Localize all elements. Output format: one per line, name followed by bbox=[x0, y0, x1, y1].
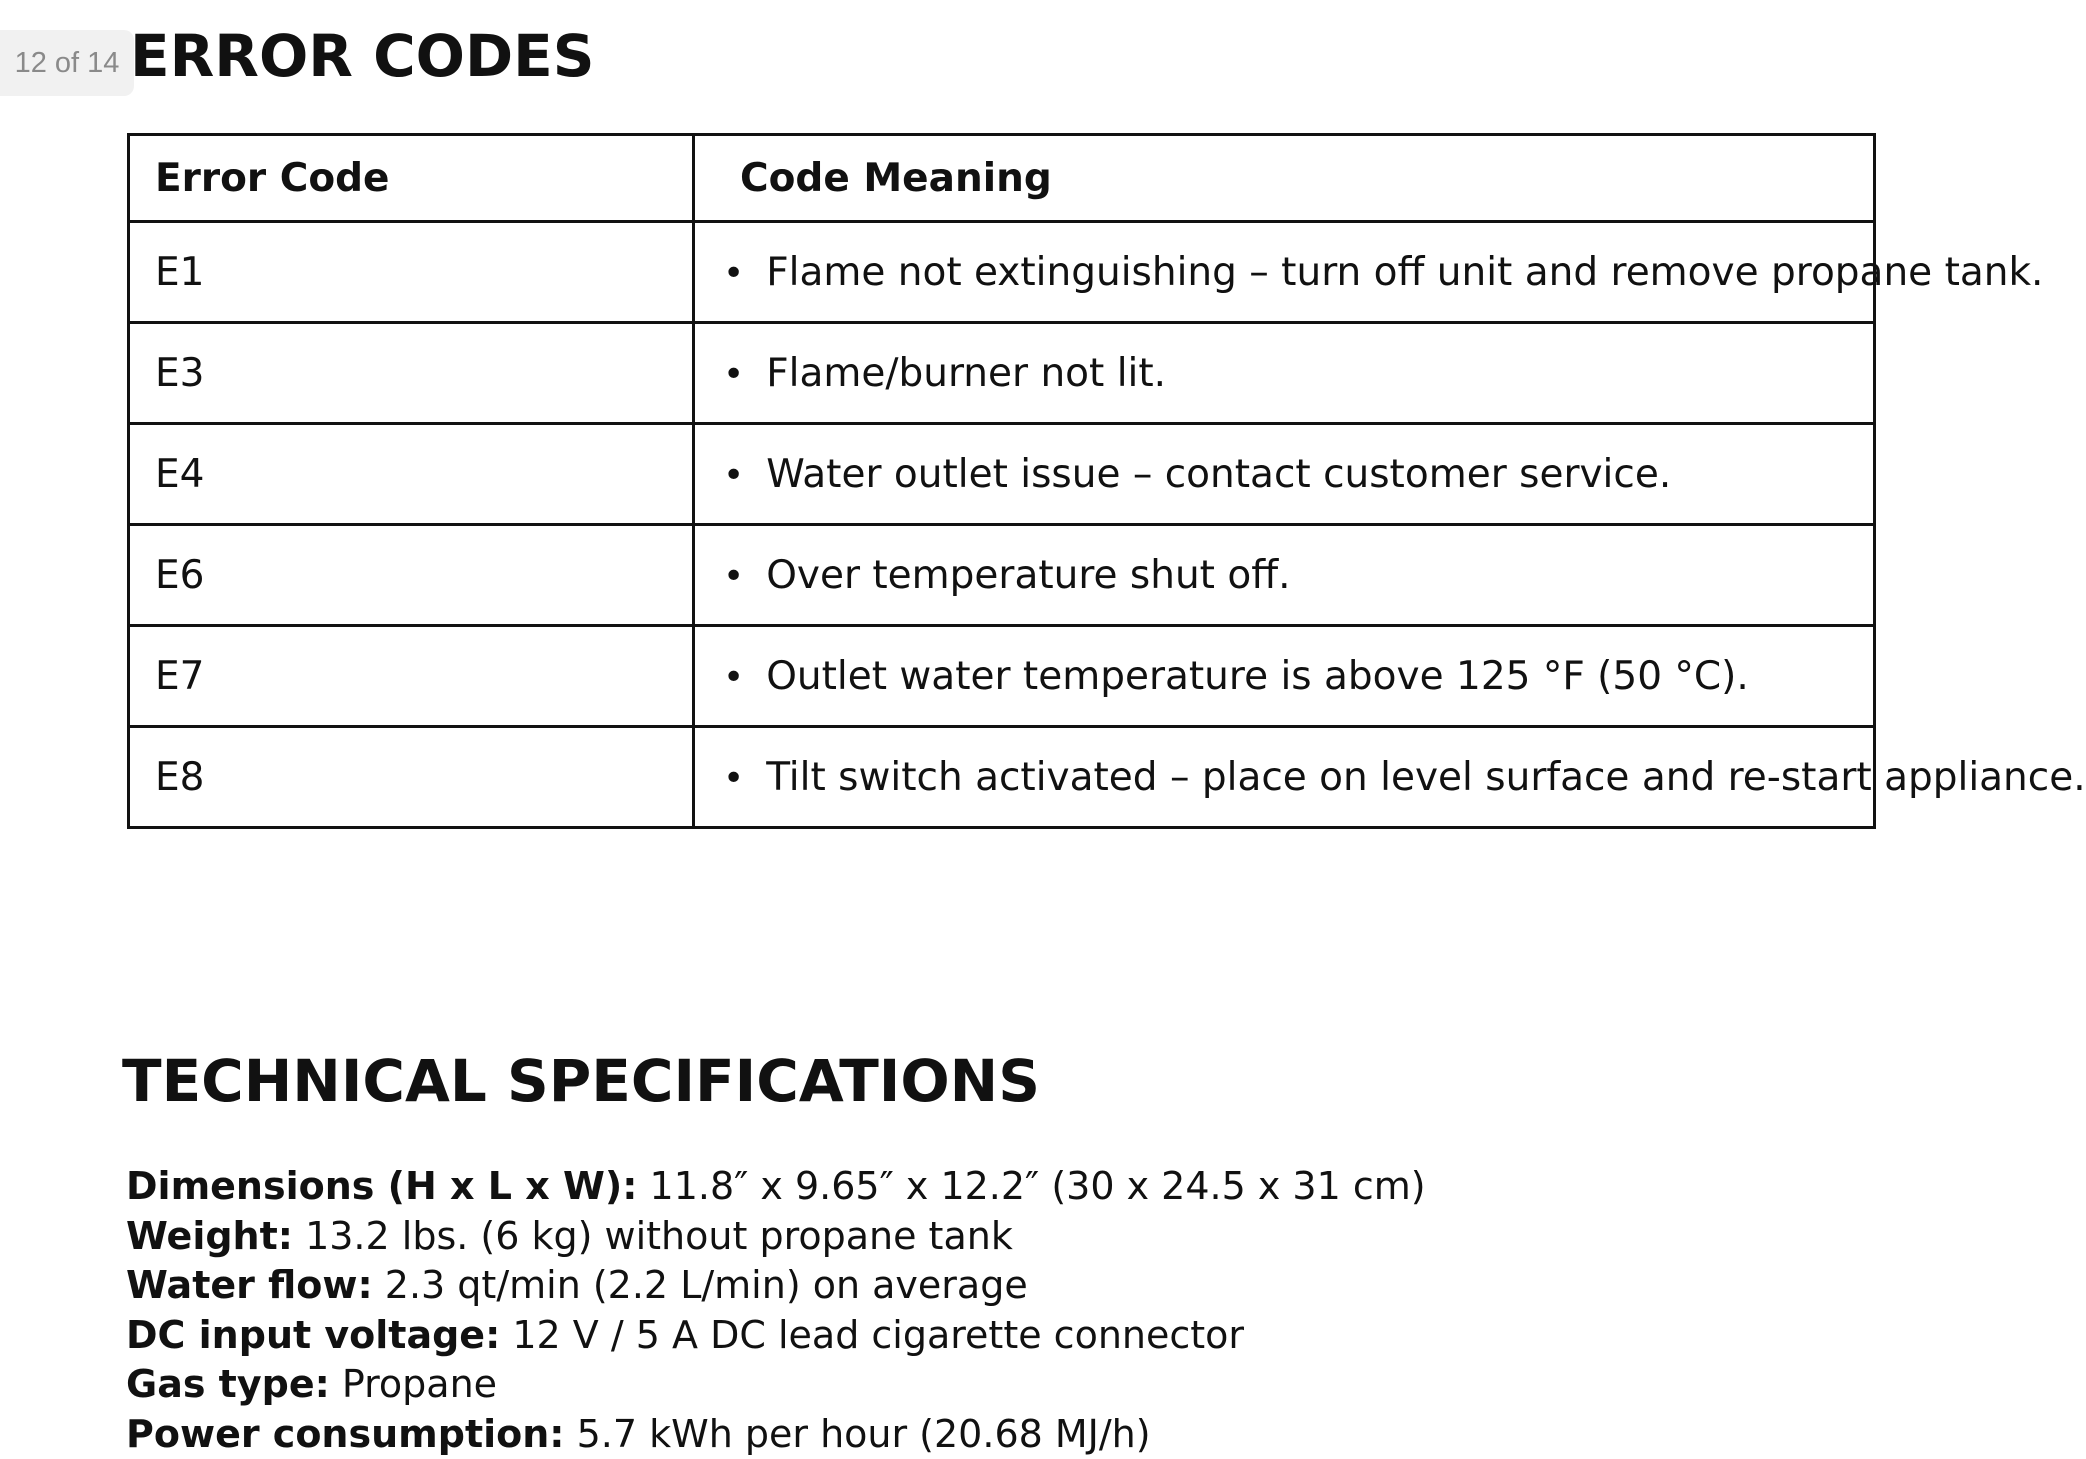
code-meaning-text: Outlet water temperature is above 125 °F (50 °C). bbox=[766, 654, 1749, 699]
bullet-icon: • bbox=[723, 253, 766, 294]
table-row bbox=[129, 424, 1875, 525]
error-code-cell: E8 bbox=[129, 727, 694, 828]
code-meaning-text: Flame not extinguishing – turn off unit and remove propane tank. bbox=[766, 250, 2043, 295]
table-row bbox=[129, 727, 1875, 828]
spec-label: Weight: bbox=[126, 1214, 293, 1258]
spec-value: 12 V / 5 A DC lead cigarette connector bbox=[512, 1313, 1244, 1357]
error-codes-title: ERROR CODES bbox=[130, 20, 595, 92]
spec-value: 2.3 qt/min (2.2 L/min) on average bbox=[385, 1263, 1028, 1307]
spec-value: Propane bbox=[342, 1362, 497, 1406]
code-meaning-text: Over temperature shut off. bbox=[766, 553, 1290, 598]
error-code-cell: E3 bbox=[129, 323, 694, 424]
bullet-icon: • bbox=[723, 657, 766, 698]
page-indicator: 12 of 14 bbox=[0, 30, 134, 96]
code-meaning-cell bbox=[694, 727, 1875, 828]
spec-label: Water flow: bbox=[126, 1263, 373, 1307]
spec-power-consumption bbox=[126, 1410, 1426, 1459]
error-codes-table bbox=[127, 133, 1876, 829]
bullet-icon: • bbox=[723, 354, 766, 395]
spec-label: Power consumption: bbox=[126, 1412, 565, 1456]
table-header-row bbox=[129, 135, 1875, 222]
header-error-code: Error Code bbox=[129, 135, 694, 222]
spec-dimensions bbox=[126, 1162, 1426, 1212]
spec-label: Dimensions (H x L x W): bbox=[126, 1164, 637, 1208]
table-row bbox=[129, 525, 1875, 626]
code-meaning-text: Water outlet issue – contact customer service. bbox=[766, 452, 1671, 497]
spec-value: 13.2 lbs. (6 kg) without propane tank bbox=[305, 1214, 1013, 1258]
spec-label: Gas type: bbox=[126, 1362, 330, 1406]
code-meaning-cell bbox=[694, 525, 1875, 626]
spec-water-flow bbox=[126, 1261, 1426, 1311]
spec-value: 11.8″ x 9.65″ x 12.2″ (30 x 24.5 x 31 cm) bbox=[650, 1164, 1426, 1208]
table-row bbox=[129, 626, 1875, 727]
code-meaning-cell bbox=[694, 222, 1875, 323]
table-row bbox=[129, 323, 1875, 424]
bullet-icon: • bbox=[723, 556, 766, 597]
error-code-cell: E1 bbox=[129, 222, 694, 323]
spec-weight bbox=[126, 1212, 1426, 1262]
spec-dc-input-voltage bbox=[126, 1311, 1426, 1361]
code-meaning-cell bbox=[694, 424, 1875, 525]
code-meaning-text: Tilt switch activated – place on level surface and re-start appliance. bbox=[766, 755, 2085, 800]
technical-specifications-title: TECHNICAL SPECIFICATIONS bbox=[122, 1045, 1040, 1117]
error-code-cell: E6 bbox=[129, 525, 694, 626]
code-meaning-cell bbox=[694, 626, 1875, 727]
code-meaning-cell bbox=[694, 323, 1875, 424]
table-row bbox=[129, 222, 1875, 323]
header-code-meaning: Code Meaning bbox=[694, 135, 1875, 222]
error-code-cell: E7 bbox=[129, 626, 694, 727]
spec-value: 5.7 kWh per hour (20.68 MJ/h) bbox=[577, 1412, 1151, 1456]
bullet-icon: • bbox=[723, 758, 766, 799]
spec-gas-type bbox=[126, 1360, 1426, 1410]
spec-label: DC input voltage: bbox=[126, 1313, 500, 1357]
bullet-icon: • bbox=[723, 455, 766, 496]
code-meaning-text: Flame/burner not lit. bbox=[766, 351, 1166, 396]
specifications-list bbox=[126, 1162, 1426, 1459]
error-code-cell: E4 bbox=[129, 424, 694, 525]
